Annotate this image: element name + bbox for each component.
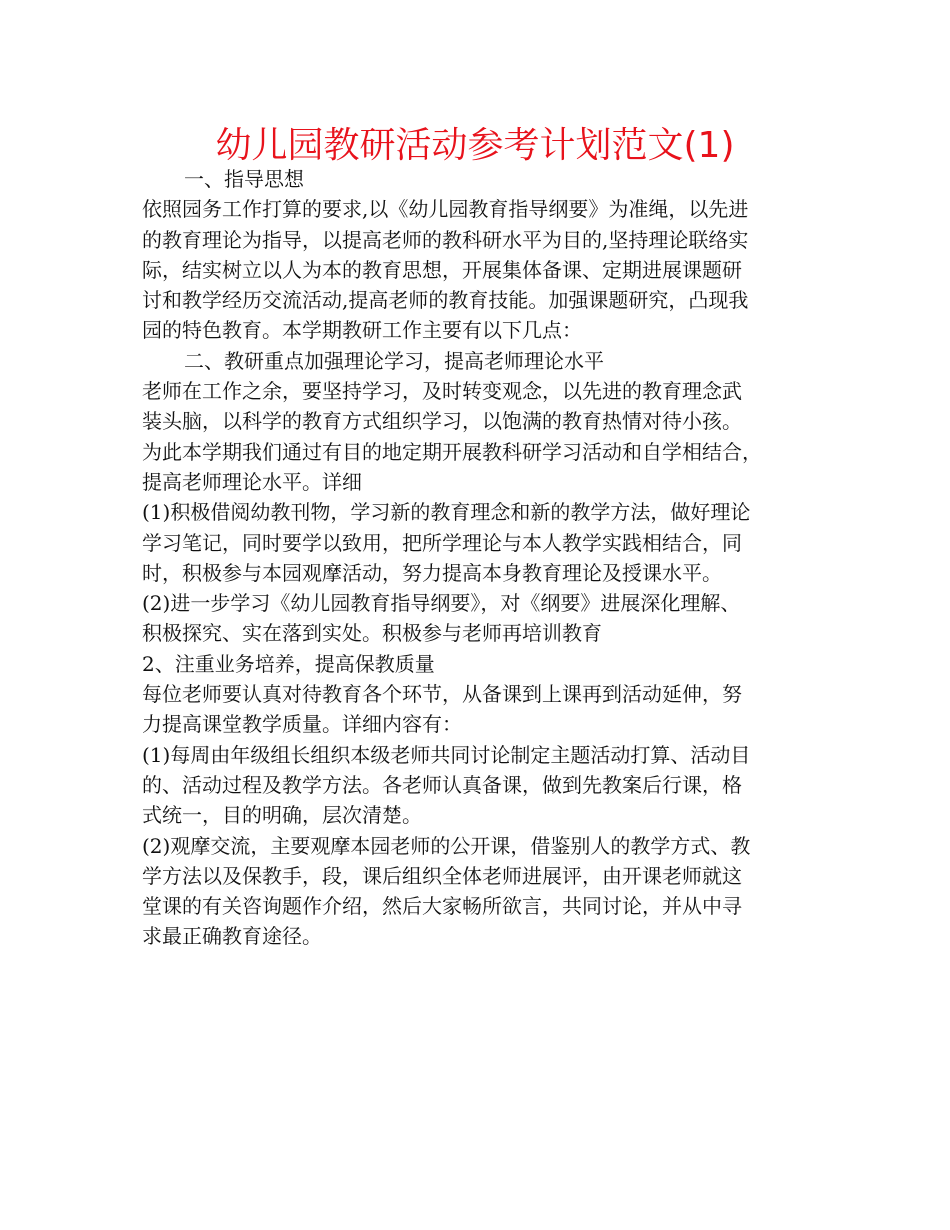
paragraph-line: 的教育理论为指导，以提高老师的教科研水平为目的,坚持理论联络实 <box>142 227 749 252</box>
document-title: 幼儿园教研活动参考计划范文(1) <box>215 125 735 166</box>
section-heading: 一、指导思想 <box>184 167 304 191</box>
paragraph-line: (2)进一步学习《幼儿园教育指导纲要》，对《纲要》进展深化理解、 <box>142 591 741 616</box>
paragraph-line: 为此本学期我们通过有目的地定期开展教科研学习活动和自学相结合， <box>142 439 762 464</box>
paragraph-line: 学方法以及保教手，段，课后组织全体老师进展评，由开课老师就这 <box>142 863 742 888</box>
paragraph-line: 力提高课堂教学质量。详细内容有： <box>142 712 462 737</box>
paragraph-line: 讨和教学经历交流活动,提高老师的教育技能。加强课题研究，凸现我 <box>142 288 749 313</box>
paragraph-line: (1)每周由年级组长组织本级老师共同讨论制定主题活动打算、活动目 <box>142 742 751 767</box>
document-body <box>142 164 826 952</box>
paragraph-line: (1)积极借阅幼教刊物，学习新的教育理念和新的教学方法，做好理论 <box>142 500 751 525</box>
paragraph-line: 时，积极参与本园观摩活动，努力提高本身教育理论及授课水平。 <box>142 560 722 585</box>
paragraph-line: 学习笔记，同时要学以致用，把所学理论与本人教学实践相结合，同 <box>142 530 742 555</box>
paragraph-line: 堂课的有关咨询题作介绍，然后大家畅所欲言，共同讨论，并从中寻 <box>142 894 742 919</box>
section-heading: 二、教研重点加强理论学习，提高老师理论水平 <box>184 348 604 373</box>
paragraph-line: 每位老师要认真对待教育各个环节，从备课到上课再到活动延伸，努 <box>142 682 742 707</box>
section-heading: 2、注重业务培养，提高保教质量 <box>142 651 435 676</box>
paragraph-line: 积极探究、实在落到实处。积极参与老师再培训教育 <box>142 621 602 646</box>
paragraph-line: (2)观摩交流，主要观摩本园老师的公开课，借鉴别人的教学方式、教 <box>142 833 751 858</box>
paragraph-line: 的、活动过程及教学方法。各老师认真备课，做到先教案后行课，格 <box>142 772 742 797</box>
paragraph-line: 提高老师理论水平。详细 <box>142 469 362 494</box>
paragraph-line: 装头脑，以科学的教育方式组织学习，以饱满的教育热情对待小孩。 <box>142 409 742 434</box>
paragraph-line: 依照园务工作打算的要求,以《幼儿园教育指导纲要》为准绳，以先进 <box>142 197 749 222</box>
paragraph-line: 老师在工作之余，要坚持学习，及时转变观念，以先进的教育理念武 <box>142 379 742 404</box>
paragraph-line: 式统一，目的明确，层次清楚。 <box>142 803 422 828</box>
paragraph-line: 园的特色教育。本学期教研工作主要有以下几点： <box>142 318 582 343</box>
paragraph-line: 际，结实树立以人为本的教育思想，开展集体备课、定期进展课题研 <box>142 257 742 282</box>
paragraph-line: 求最正确教育途径。 <box>142 924 322 949</box>
